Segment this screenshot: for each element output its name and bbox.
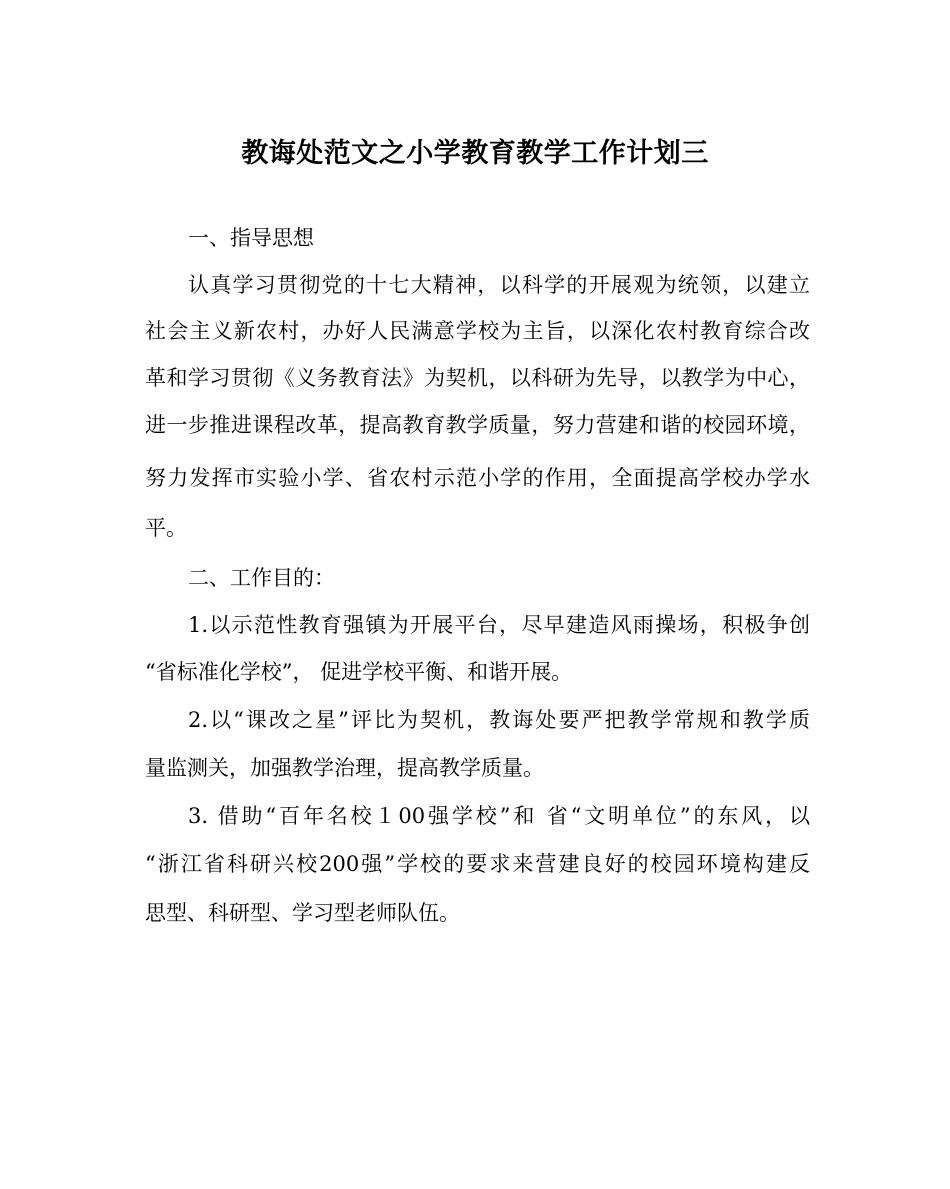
paragraph-line: 量监测关，加强教学治理，提高教学质量。 [145, 756, 544, 780]
paragraph-line: “省标准化学校”， 促进学校平衡、和谐开展。 [145, 660, 573, 684]
section-heading: 一、指导思想 [188, 226, 314, 250]
paragraph-line: 思型、科研型、学习型老师队伍。 [145, 901, 460, 925]
paragraph-line: “浙江省科研兴校200强”学校的要求来营建良好的校园环境构建反 [145, 852, 810, 876]
paragraph-line: 社会主义新农村，办好人民满意学校为主旨，以深化农村教育综合改 [145, 319, 810, 343]
paragraph-line: 进一步推进课程改革，提高教育教学质量，努力营建和谐的校园环境， [145, 413, 810, 437]
paragraph-line: 努力发挥市实验小学、省农村示范小学的作用，全面提高学校办学水 [145, 466, 810, 490]
paragraph-line: 2.以“课改之星”评比为契机，教诲处要严把教学常规和教学质 [188, 708, 810, 732]
paragraph-line: 认真学习贯彻党的十七大精神，以科学的开展观为统领，以建立 [188, 273, 810, 297]
paragraph-line: 1.以示范性教育强镇为开展平台，尽早建造风雨操场，积极争创 [188, 613, 810, 637]
paragraph-line: 革和学习贯彻《义务教育法》为契机，以科研为先导，以教学为中心， [145, 366, 810, 390]
section-heading: 二、工作目的： [188, 566, 335, 590]
paragraph-line: 3. 借助“百年名校１00强学校”和 省“文明单位”的东风，以 [188, 804, 810, 828]
document-title: 教诲处范文之小学教育教学工作计划三 [241, 138, 709, 169]
paragraph-line: 平。 [145, 516, 187, 540]
